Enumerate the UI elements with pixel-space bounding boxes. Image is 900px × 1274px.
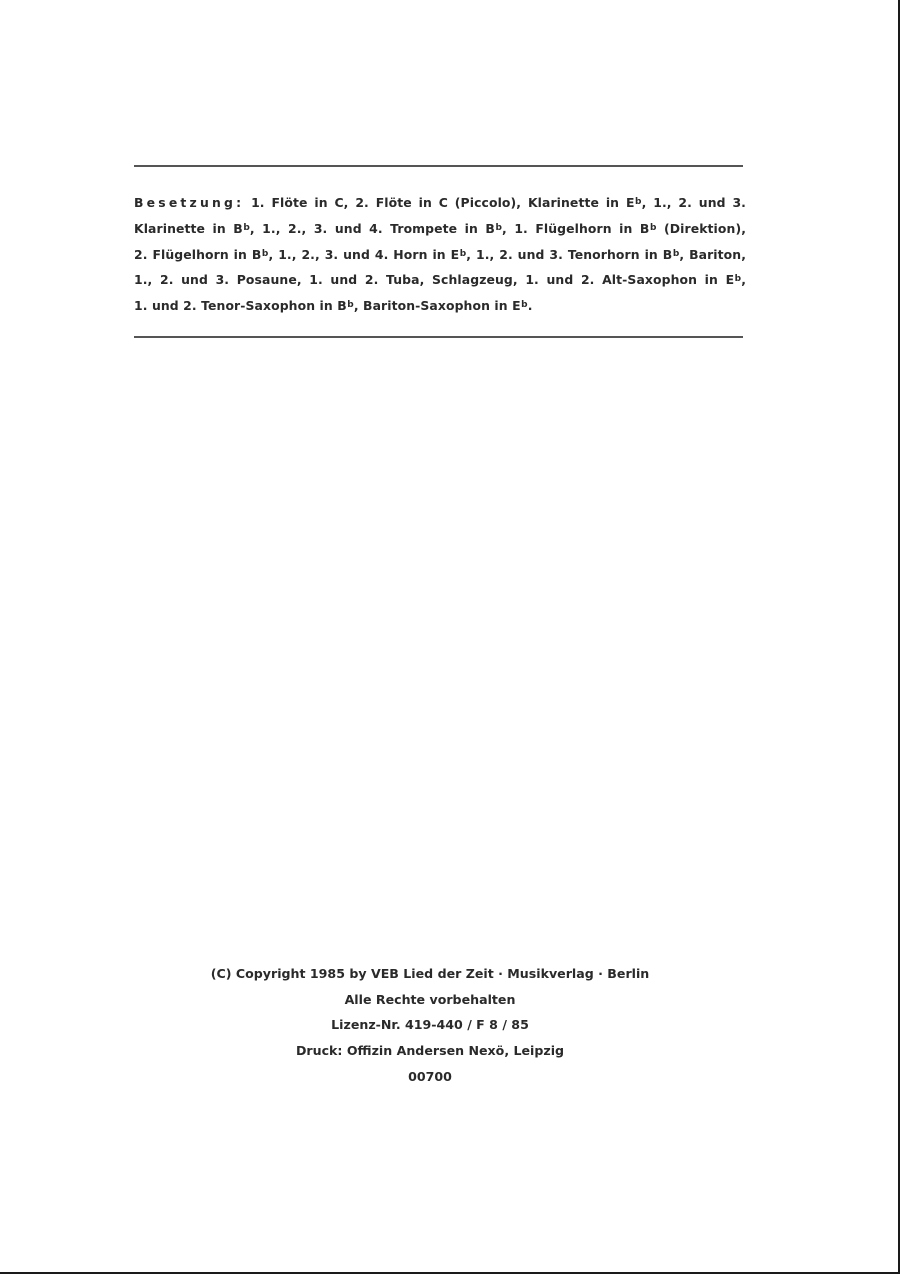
flat-sign: b <box>243 222 250 233</box>
instrumentation-label: Besetzung: <box>134 195 245 210</box>
instrumentation-text: , 1. Flügelhorn in B <box>502 220 650 236</box>
copyright-line: (C) Copyright 1985 by VEB Lied der Zeit · Musikverlag · Berlin <box>210 966 650 981</box>
license-line: Lizenz-Nr. 419-440 / F 8 / 85 <box>331 1017 529 1033</box>
catalog-number: 00700 <box>408 1068 452 1084</box>
instrumentation-text: , <box>741 272 746 288</box>
instrumentation-text: , 1., 2. und 3. <box>641 195 746 210</box>
instrumentation-text: , 1., 2., 3. und 4. Trompete in B <box>249 220 495 236</box>
printer-line: Druck: Offizin Andersen Nexö, Leipzig <box>295 1043 565 1059</box>
flat-sign: b <box>734 274 742 285</box>
instrumentation-text: . <box>527 298 533 314</box>
instrumentation-text: (Direktion), <box>656 220 747 236</box>
instrumentation-line-4 <box>134 267 746 293</box>
instrumentation-line-3 <box>134 242 746 268</box>
flat-sign: b <box>649 222 657 233</box>
instrumentation-text: , Bariton, <box>679 246 747 262</box>
top-divider-rule <box>134 165 743 167</box>
instrumentation-text: Klarinette in B <box>134 220 243 236</box>
instrumentation-text: , 1., 2. und 3. Tenorhorn in B <box>466 246 673 262</box>
instrumentation-text: , Bariton-Saxophon in E <box>353 298 521 314</box>
flat-sign: b <box>635 197 642 207</box>
instrumentation-line-5 <box>134 293 746 319</box>
flat-sign: b <box>495 222 503 233</box>
flat-sign: b <box>261 248 269 259</box>
flat-sign: b <box>347 300 354 311</box>
instrumentation-text: 1. und 2. Tenor-Saxophon in B <box>134 298 347 314</box>
flat-sign: b <box>459 248 467 259</box>
bottom-divider-rule <box>134 336 743 338</box>
instrumentation-line-1 <box>134 190 746 216</box>
instrumentation-line-2 <box>134 216 746 242</box>
instrumentation-text: 1. Flöte in C, 2. Flöte in C (Piccolo), Klarinette in E <box>244 195 635 210</box>
instrumentation-text: , 1., 2., 3. und 4. Horn in E <box>268 246 460 262</box>
instrumentation-block <box>134 190 746 319</box>
instrumentation-text: 2. Flügelhorn in B <box>134 246 262 262</box>
flat-sign: b <box>521 300 528 311</box>
instrumentation-text: 1., 2. und 3. Posaune, 1. und 2. Tuba, Schlagzeug, 1. und 2. Alt-Saxophon in E <box>134 272 735 288</box>
rights-line: Alle Rechte vorbehalten <box>344 991 516 1007</box>
flat-sign: b <box>672 248 680 259</box>
imprint-block <box>130 961 730 1090</box>
